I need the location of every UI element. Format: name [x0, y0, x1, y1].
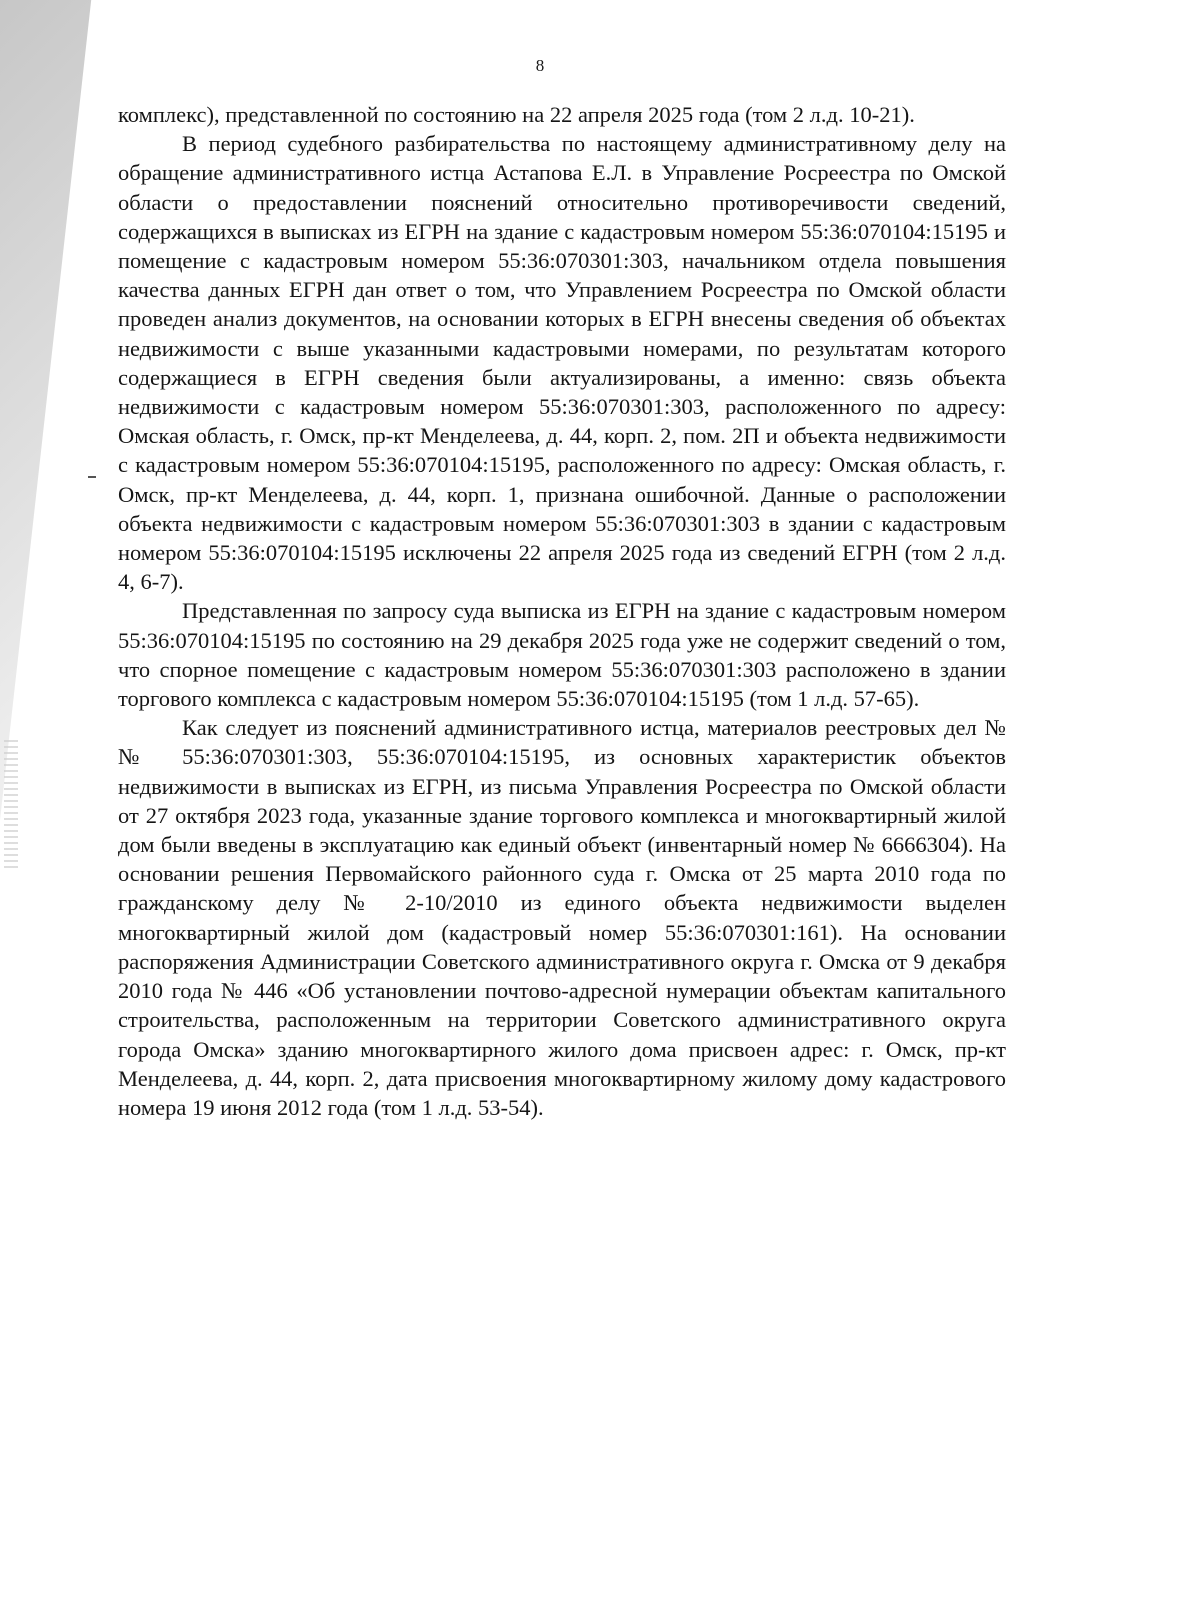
scan-edge-noise — [4, 740, 18, 870]
page-number: 8 — [535, 56, 545, 75]
document-body — [118, 100, 1006, 1122]
paragraph-1: комплекс), представленной по состоянию на 22 апреля 2025 года (том 2 л.д. 10-21). — [118, 102, 915, 127]
paragraph-3: Представленная по запросу суда выписка из ЕГРН на здание с кадастровым номером 55:36:070104:15195 по состоянию на 29 декабря 2025 года уже не содержит сведений о том, что спорное помещение с кадастровым номером 55:36:070301:303 расположено в здании торгового комплекса с кадастровым номером 55:36:070104:15195 (том 1 л.д. 57-65). — [118, 598, 1006, 712]
paragraph-4: Как следует из пояснений административного истца, материалов реестровых дел №№ 55:36:070301:303, 55:36:070104:15195, из основных характеристик объектов недвижимости в выписках из ЕГРН, из письма Управления Росреестра по Омской области от 27 октября 2023 года, указанные здание торгового комплекса и многоквартирный жилой дом были введены в эксплуатацию как единый объект (инвентарный номер № 6666304). На основании решения Первомайского районного суда г. Омска от 25 марта 2010 года по гражданскому делу № 2-10/2010 из единого объекта недвижимости выделен многоквартирный жилой дом (кадастровый номер 55:36:070301:161). На основании распоряжения Администрации Советского административного округа г. Омска от 9 декабря 2010 года № 446 «Об установлении почтово-адресной нумерации объектам капитального строительства, расположенным на территории Советского административного округа города Омска» зданию многоквартирного жилого дома присвоен адрес: г. Омск, пр-кт Менделеева, д. 44, корп. 2, дата присвоения многоквартирному жилому дому кадастрового номера 19 июня 2012 года (том 1 л.д. 53-54). — [118, 715, 1006, 1120]
paragraph-2: В период судебного разбирательства по настоящему административному делу на обращение административного истца Астапова Е.Л. в Управление Росреестра по Омской области о предоставлении пояснений относительно противоречивости сведений, содержащихся в выписках из ЕГРН на здание с кадастровым номером 55:36:070104:15195 и помещение с кадастровым номером 55:36:070301:303, начальником отдела повышения качества данных ЕГРН дан ответ о том, что Управлением Росреестра по Омской области проведен анализ документов, на основании которых в ЕГРН внесены сведения об объектах недвижимости с выше указанными кадастровыми номерами, по результатам которого содержащиеся в ЕГРН сведения были актуализированы, а именно: связь объекта недвижимости с кадастровым номером 55:36:070301:303, расположенного по адресу: Омская область, г. Омск, пр-кт Менделеева, д. 44, корп. 2, пом. 2П и объекта недвижимости с кадастровым номером 55:36:070104:15195, расположенного по адресу: Омская область, г. Омск, пр-кт Менделеева, д. 44, корп. 1, признана ошибочной. Данные о расположении объекта недвижимости с кадастровым номером 55:36:070301:303 в здании с кадастровым номером 55:36:070104:15195 исключены 22 апреля 2025 года из сведений ЕГРН (том 2 л.д. 4, 6-7). — [118, 131, 1006, 595]
margin-dash-mark — [88, 476, 96, 478]
